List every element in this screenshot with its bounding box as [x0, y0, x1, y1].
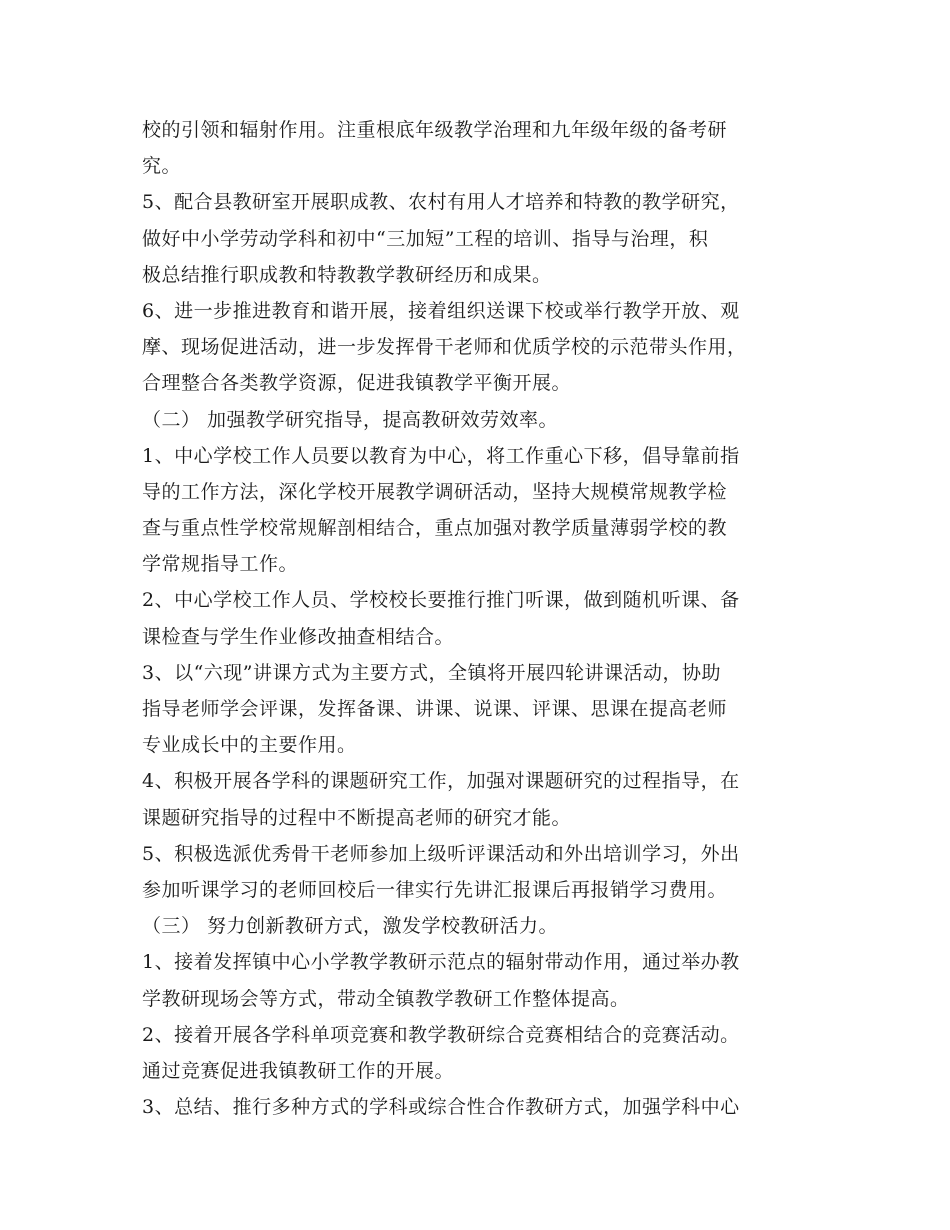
text-line: 极总结推行职成教和特教教学教研经历和成果。: [142, 263, 552, 286]
text-line: 学常规指导工作。: [142, 553, 299, 576]
text-line: 课检查与学生作业修改抽查相结合。: [142, 625, 455, 648]
text-line: 5、配合县教研室开展职成教、农村有用人才培养和特教的教学研究，: [142, 191, 740, 214]
section-heading: （三） 努力创新教研方式，激发学校教研活力。: [142, 915, 559, 938]
text-line: 查与重点性学校常规解剖相结合，重点加强对教学质量薄弱学校的教: [142, 517, 728, 540]
text-line: 3、总结、推行多种方式的学科或综合性合作教研方式，加强学科中心: [142, 1096, 740, 1119]
text-line: 1、接着发挥镇中心小学教学教研示范点的辐射带动作用，通过举办教: [142, 951, 740, 974]
text-line: 究。: [142, 155, 182, 178]
text-line: 参加听课学习的老师回校后一律实行先讲汇报课后再报销学习费用。: [142, 878, 728, 901]
text-line: 学教研现场会等方式，带动全镇教学教研工作整体提高。: [142, 987, 630, 1010]
section-heading: （二） 加强教学研究指导，提高教研效劳效率。: [142, 408, 559, 431]
text-line: 课题研究指导的过程中不断提高老师的研究才能。: [142, 806, 572, 829]
text-line: 指导老师学会评课，发挥备课、讲课、说课、评课、思课在提高老师: [142, 698, 728, 720]
text-line: 导的工作方法，深化学校开展教学调研活动，坚持大规模常规教学检: [142, 480, 728, 503]
text-line: 通过竞赛促进我镇教研工作的开展。: [142, 1059, 455, 1082]
text-line: 2、中心学校工作人员、学校校长要推行推门听课，做到随机听课、备: [142, 589, 740, 612]
text-line: 专业成长中的主要作用。: [142, 734, 357, 757]
text-line: 4、积极开展各学科的课题研究工作，加强对课题研究的过程指导，在: [142, 770, 740, 793]
text-line: 5、积极选派优秀骨干老师参加上级听评课活动和外出培训学习，外出: [142, 842, 740, 865]
text-line: 1、中心学校工作人员要以教育为中心，将工作重心下移，倡导靠前指: [142, 444, 740, 467]
text-line: 3、以“六现”讲课方式为主要方式，全镇将开展四轮讲课活动，协助: [142, 661, 722, 684]
text-line: 2、接着开展各学科单项竞赛和教学教研综合竞赛相结合的竞赛活动。: [142, 1023, 740, 1046]
text-line: 摩、现场促进活动，进一步发挥骨干老师和优质学校的示范带头作用，: [142, 336, 747, 359]
text-line: 6、进一步推进教育和谐开展，接着组织送课下校或举行教学开放、观: [142, 299, 740, 322]
text-line: 做好中小学劳动学科和初中“三加短”工程的培训、指导与治理，积: [142, 227, 709, 250]
document-body: [142, 112, 822, 1125]
text-line: 校的引领和辐射作用。注重根底年级教学治理和九年级年级的备考研: [142, 119, 728, 141]
text-line: 合理整合各类教学资源，促进我镇教学平衡开展。: [142, 372, 572, 395]
